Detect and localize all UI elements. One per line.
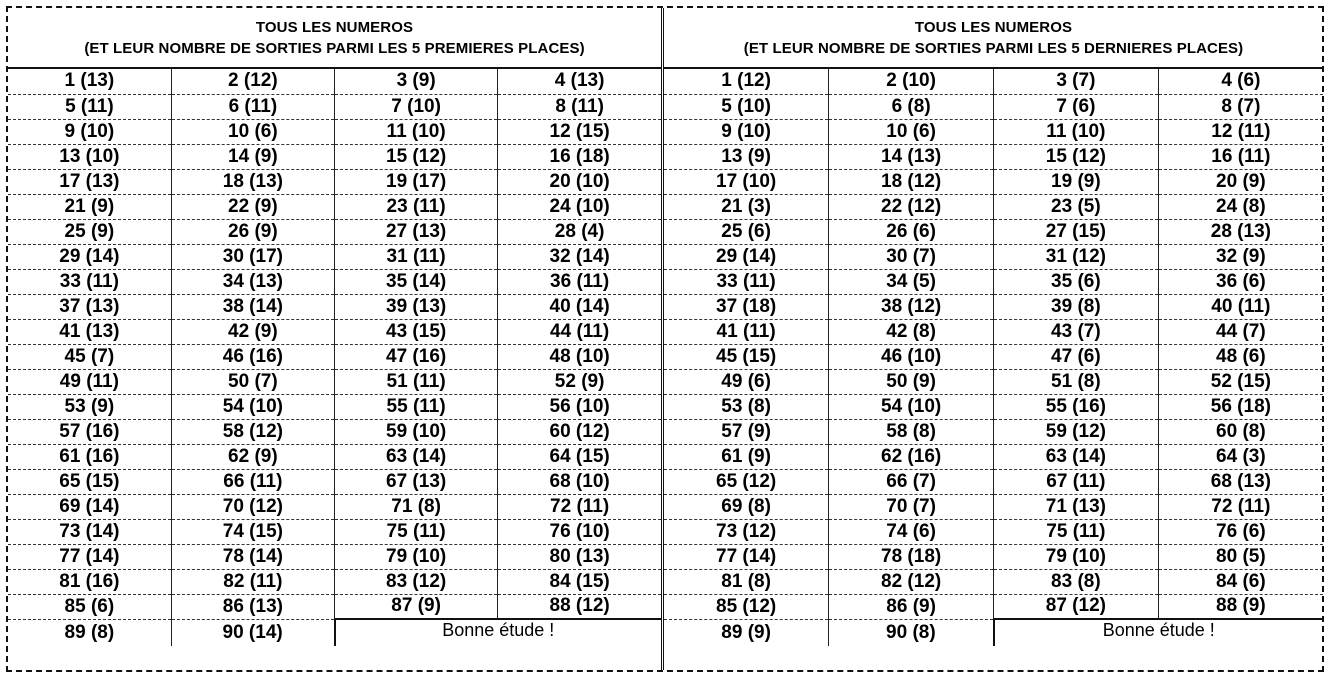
- table-row: [8, 319, 661, 344]
- number-cell: 58 (12): [171, 419, 334, 444]
- number-cell: 11 (10): [335, 119, 498, 144]
- number-cell: 78 (18): [829, 544, 994, 569]
- number-cell: 7 (10): [335, 94, 498, 119]
- number-cell: 78 (14): [171, 544, 334, 569]
- number-cell: 47 (6): [994, 344, 1159, 369]
- table-row: [8, 594, 661, 619]
- number-cell: 63 (14): [994, 444, 1159, 469]
- number-cell: 73 (12): [664, 519, 829, 544]
- number-cell: 63 (14): [335, 444, 498, 469]
- number-cell: 72 (11): [1158, 494, 1323, 519]
- number-cell: 7 (6): [994, 94, 1159, 119]
- number-cell: 50 (9): [829, 369, 994, 394]
- number-cell: 56 (18): [1158, 394, 1323, 419]
- number-cell: 21 (9): [8, 194, 171, 219]
- number-cell: 10 (6): [171, 119, 334, 144]
- number-cell: 90 (8): [829, 619, 994, 646]
- number-cell: 83 (8): [994, 569, 1159, 594]
- number-cell: 45 (7): [8, 344, 171, 369]
- number-cell: 18 (13): [171, 169, 334, 194]
- number-cell: 61 (9): [664, 444, 829, 469]
- number-cell: 68 (13): [1158, 469, 1323, 494]
- table-row: [664, 594, 1323, 619]
- number-cell: 21 (3): [664, 194, 829, 219]
- number-cell: 36 (11): [498, 269, 661, 294]
- table-row: [664, 94, 1323, 119]
- number-cell: 14 (13): [829, 144, 994, 169]
- number-cell: 19 (17): [335, 169, 498, 194]
- number-cell: 26 (9): [171, 219, 334, 244]
- number-cell: 90 (14): [171, 619, 334, 646]
- panel-header: [664, 8, 1323, 69]
- table-row: [8, 269, 661, 294]
- number-cell: 46 (16): [171, 344, 334, 369]
- number-cell: 57 (16): [8, 419, 171, 444]
- table-row: [664, 344, 1323, 369]
- number-cell: 86 (9): [829, 594, 994, 619]
- number-cell: 64 (15): [498, 444, 661, 469]
- number-cell: 80 (13): [498, 544, 661, 569]
- number-cell: 56 (10): [498, 394, 661, 419]
- number-cell: 85 (6): [8, 594, 171, 619]
- number-cell: 32 (9): [1158, 244, 1323, 269]
- number-cell: 49 (11): [8, 369, 171, 394]
- number-cell: 75 (11): [994, 519, 1159, 544]
- number-cell: 13 (9): [664, 144, 829, 169]
- table-row: [664, 569, 1323, 594]
- number-cell: 35 (6): [994, 269, 1159, 294]
- number-cell: 73 (14): [8, 519, 171, 544]
- table-row: [8, 169, 661, 194]
- number-cell: 22 (12): [829, 194, 994, 219]
- number-cell: 38 (12): [829, 294, 994, 319]
- number-cell: 17 (13): [8, 169, 171, 194]
- table-row: [664, 619, 1323, 646]
- table-row: [664, 294, 1323, 319]
- table-row: [8, 219, 661, 244]
- number-cell: 42 (9): [171, 319, 334, 344]
- number-cell: 23 (11): [335, 194, 498, 219]
- number-cell: 34 (5): [829, 269, 994, 294]
- number-cell: 8 (11): [498, 94, 661, 119]
- number-cell: 52 (9): [498, 369, 661, 394]
- number-cell: 36 (6): [1158, 269, 1323, 294]
- number-cell: 69 (8): [664, 494, 829, 519]
- number-cell: 67 (11): [994, 469, 1159, 494]
- number-cell: 16 (11): [1158, 144, 1323, 169]
- number-cell: 88 (12): [498, 594, 661, 619]
- number-cell: 53 (9): [8, 394, 171, 419]
- number-cell: 31 (12): [994, 244, 1159, 269]
- number-cell: 3 (7): [994, 69, 1159, 94]
- number-cell: 87 (9): [335, 594, 498, 619]
- number-cell: 44 (11): [498, 319, 661, 344]
- number-cell: 39 (13): [335, 294, 498, 319]
- number-cell: 46 (10): [829, 344, 994, 369]
- number-cell: 2 (12): [171, 69, 334, 94]
- number-cell: 80 (5): [1158, 544, 1323, 569]
- number-cell: 77 (14): [664, 544, 829, 569]
- number-cell: 40 (11): [1158, 294, 1323, 319]
- table-row: [664, 494, 1323, 519]
- number-cell: 41 (13): [8, 319, 171, 344]
- number-cell: 81 (16): [8, 569, 171, 594]
- number-cell: 15 (12): [994, 144, 1159, 169]
- table-row: [8, 194, 661, 219]
- number-cell: 66 (11): [171, 469, 334, 494]
- number-cell: 30 (7): [829, 244, 994, 269]
- number-cell: 6 (8): [829, 94, 994, 119]
- number-cell: 76 (10): [498, 519, 661, 544]
- number-cell: 74 (15): [171, 519, 334, 544]
- table-row: [664, 544, 1323, 569]
- number-cell: 70 (7): [829, 494, 994, 519]
- number-cell: 48 (10): [498, 344, 661, 369]
- table-row: [664, 144, 1323, 169]
- number-cell: 43 (15): [335, 319, 498, 344]
- number-cell: 37 (18): [664, 294, 829, 319]
- number-cell: 5 (11): [8, 94, 171, 119]
- number-cell: 62 (9): [171, 444, 334, 469]
- table-row: [664, 194, 1323, 219]
- number-cell: 35 (14): [335, 269, 498, 294]
- number-cell: 32 (14): [498, 244, 661, 269]
- number-cell: 58 (8): [829, 419, 994, 444]
- number-cell: 42 (8): [829, 319, 994, 344]
- number-cell: 30 (17): [171, 244, 334, 269]
- number-cell: 5 (10): [664, 94, 829, 119]
- number-cell: 49 (6): [664, 369, 829, 394]
- table-row: [8, 469, 661, 494]
- number-cell: 54 (10): [829, 394, 994, 419]
- note-cell: Bonne étude !: [335, 619, 662, 646]
- table-row: [8, 419, 661, 444]
- number-cell: 25 (6): [664, 219, 829, 244]
- number-cell: 89 (9): [664, 619, 829, 646]
- number-cell: 81 (8): [664, 569, 829, 594]
- number-cell: 89 (8): [8, 619, 171, 646]
- number-cell: 9 (10): [8, 119, 171, 144]
- number-cell: 33 (11): [8, 269, 171, 294]
- panel-first-places: [8, 8, 664, 670]
- number-cell: 70 (12): [171, 494, 334, 519]
- number-cell: 9 (10): [664, 119, 829, 144]
- number-cell: 83 (12): [335, 569, 498, 594]
- panel-header: [8, 8, 661, 69]
- table-row: [664, 269, 1323, 294]
- number-cell: 17 (10): [664, 169, 829, 194]
- number-cell: 71 (13): [994, 494, 1159, 519]
- number-cell: 84 (6): [1158, 569, 1323, 594]
- table-row: [664, 69, 1323, 94]
- number-cell: 59 (12): [994, 419, 1159, 444]
- number-cell: 60 (12): [498, 419, 661, 444]
- number-cell: 12 (15): [498, 119, 661, 144]
- number-cell: 38 (14): [171, 294, 334, 319]
- number-cell: 12 (11): [1158, 119, 1323, 144]
- number-cell: 61 (16): [8, 444, 171, 469]
- number-cell: 29 (14): [664, 244, 829, 269]
- number-cell: 55 (11): [335, 394, 498, 419]
- number-cell: 82 (11): [171, 569, 334, 594]
- number-cell: 24 (8): [1158, 194, 1323, 219]
- number-cell: 67 (13): [335, 469, 498, 494]
- number-cell: 51 (8): [994, 369, 1159, 394]
- number-cell: 1 (13): [8, 69, 171, 94]
- number-cell: 14 (9): [171, 144, 334, 169]
- number-cell: 13 (10): [8, 144, 171, 169]
- panel-title: TOUS LES NUMEROS: [255, 18, 414, 36]
- number-cell: 40 (14): [498, 294, 661, 319]
- number-cell: 33 (11): [664, 269, 829, 294]
- table-row: [664, 444, 1323, 469]
- number-cell: 79 (10): [335, 544, 498, 569]
- number-cell: 39 (8): [994, 294, 1159, 319]
- table-row: [8, 69, 661, 94]
- number-cell: 51 (11): [335, 369, 498, 394]
- number-cell: 50 (7): [171, 369, 334, 394]
- number-cell: 79 (10): [994, 544, 1159, 569]
- number-cell: 34 (13): [171, 269, 334, 294]
- table-row: [8, 394, 661, 419]
- table-row: [8, 494, 661, 519]
- number-cell: 45 (15): [664, 344, 829, 369]
- number-cell: 57 (9): [664, 419, 829, 444]
- table-row: [664, 244, 1323, 269]
- panel-last-places: [664, 8, 1323, 670]
- number-cell: 23 (5): [994, 194, 1159, 219]
- number-cell: 28 (4): [498, 219, 661, 244]
- table-row: [664, 469, 1323, 494]
- number-cell: 31 (11): [335, 244, 498, 269]
- table-row: [664, 119, 1323, 144]
- table-row: [8, 544, 661, 569]
- number-cell: 24 (10): [498, 194, 661, 219]
- note-cell: Bonne étude !: [994, 619, 1324, 646]
- panel-title: TOUS LES NUMEROS: [914, 18, 1073, 36]
- number-cell: 41 (11): [664, 319, 829, 344]
- number-cell: 6 (11): [171, 94, 334, 119]
- number-cell: 25 (9): [8, 219, 171, 244]
- table-row: [664, 369, 1323, 394]
- number-cell: 69 (14): [8, 494, 171, 519]
- number-cell: 2 (10): [829, 69, 994, 94]
- number-cell: 71 (8): [335, 494, 498, 519]
- number-cell: 47 (16): [335, 344, 498, 369]
- number-cell: 27 (15): [994, 219, 1159, 244]
- number-cell: 64 (3): [1158, 444, 1323, 469]
- table-row: [8, 444, 661, 469]
- number-cell: 18 (12): [829, 169, 994, 194]
- number-cell: 20 (10): [498, 169, 661, 194]
- table-row: [8, 294, 661, 319]
- number-cell: 3 (9): [335, 69, 498, 94]
- table-row: [8, 119, 661, 144]
- number-cell: 74 (6): [829, 519, 994, 544]
- panel-subtitle: (ET LEUR NOMBRE DE SORTIES PARMI LES 5 DERNIERES PLACES): [743, 39, 1244, 57]
- number-cell: 22 (9): [171, 194, 334, 219]
- number-cell: 87 (12): [994, 594, 1159, 619]
- number-cell: 54 (10): [171, 394, 334, 419]
- table-row: [664, 519, 1323, 544]
- number-cell: 48 (6): [1158, 344, 1323, 369]
- number-cell: 27 (13): [335, 219, 498, 244]
- number-cell: 65 (15): [8, 469, 171, 494]
- number-cell: 4 (6): [1158, 69, 1323, 94]
- table-row: [8, 369, 661, 394]
- table-row: [8, 569, 661, 594]
- number-cell: 76 (6): [1158, 519, 1323, 544]
- number-cell: 16 (18): [498, 144, 661, 169]
- table-row: [8, 94, 661, 119]
- table-row: [8, 144, 661, 169]
- number-cell: 1 (12): [664, 69, 829, 94]
- panel-subtitle: (ET LEUR NOMBRE DE SORTIES PARMI LES 5 PREMIERES PLACES): [84, 39, 585, 57]
- number-cell: 82 (12): [829, 569, 994, 594]
- number-cell: 8 (7): [1158, 94, 1323, 119]
- results-sheet: [6, 6, 1324, 672]
- number-cell: 52 (15): [1158, 369, 1323, 394]
- number-cell: 26 (6): [829, 219, 994, 244]
- table-row: [8, 519, 661, 544]
- table-row: [664, 219, 1323, 244]
- table-row: [8, 344, 661, 369]
- number-cell: 44 (7): [1158, 319, 1323, 344]
- table-row: [664, 419, 1323, 444]
- number-cell: 88 (9): [1158, 594, 1323, 619]
- number-cell: 65 (12): [664, 469, 829, 494]
- number-cell: 62 (16): [829, 444, 994, 469]
- number-cell: 29 (14): [8, 244, 171, 269]
- number-cell: 75 (11): [335, 519, 498, 544]
- number-cell: 11 (10): [994, 119, 1159, 144]
- table-row: [8, 244, 661, 269]
- number-cell: 53 (8): [664, 394, 829, 419]
- number-cell: 43 (7): [994, 319, 1159, 344]
- number-cell: 72 (11): [498, 494, 661, 519]
- table-row: [664, 319, 1323, 344]
- number-cell: 19 (9): [994, 169, 1159, 194]
- number-cell: 84 (15): [498, 569, 661, 594]
- number-cell: 68 (10): [498, 469, 661, 494]
- number-cell: 60 (8): [1158, 419, 1323, 444]
- number-cell: 85 (12): [664, 594, 829, 619]
- number-cell: 10 (6): [829, 119, 994, 144]
- numbers-table: [664, 69, 1323, 646]
- number-cell: 77 (14): [8, 544, 171, 569]
- table-row: [664, 169, 1323, 194]
- table-row: [8, 619, 661, 646]
- number-cell: 28 (13): [1158, 219, 1323, 244]
- table-row: [664, 394, 1323, 419]
- number-cell: 55 (16): [994, 394, 1159, 419]
- number-cell: 59 (10): [335, 419, 498, 444]
- number-cell: 20 (9): [1158, 169, 1323, 194]
- numbers-table: [8, 69, 661, 646]
- number-cell: 15 (12): [335, 144, 498, 169]
- number-cell: 4 (13): [498, 69, 661, 94]
- number-cell: 86 (13): [171, 594, 334, 619]
- number-cell: 37 (13): [8, 294, 171, 319]
- number-cell: 66 (7): [829, 469, 994, 494]
